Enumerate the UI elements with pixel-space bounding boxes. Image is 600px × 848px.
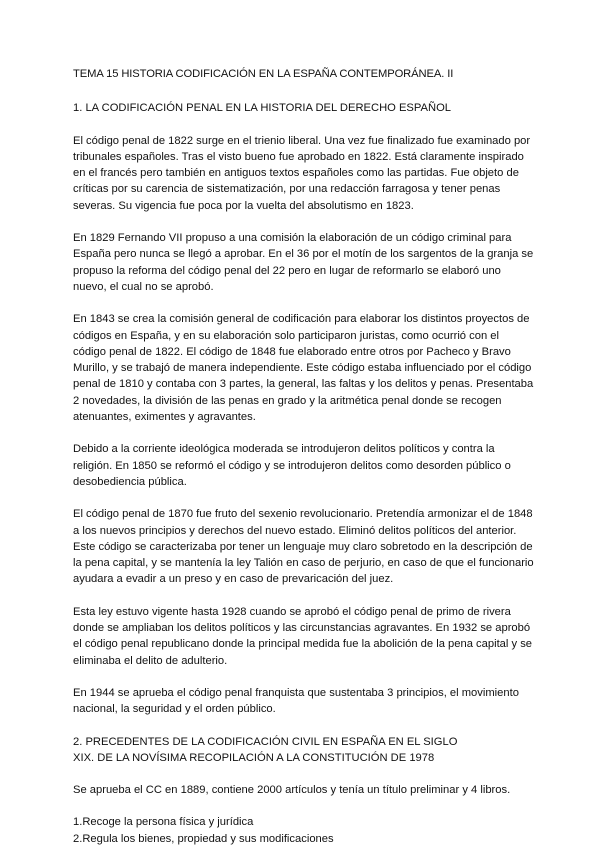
paragraph-3: En 1843 se crea la comisión general de codificación para elaborar los distintos proyectos de códigos en España, y en su elaboración solo participaron juristas, como ocurrió con el código penal de 1822. El código de 1848 fue elaborado entre otros por Pacheco y Bravo Murillo, y se trabajó de manera independiente. Este código estaba influenciado por el código penal de 1810 y contaba con 3 partes, la general, las faltas y los delitos y penas. Presentaba 2 novedades, la división de las penas en grado y la aritmética penal donde se recogen atenuantes, eximentes y agravantes.	[73, 313, 534, 424]
list-item: 1.Recoge la persona física y jurídica	[73, 816, 254, 829]
paragraph-1: El código penal de 1822 surge en el trienio liberal. Una vez fue finalizado fue examinado por tribunales españoles. Tras el visto bueno fue aprobado en 1822. Está claramente inspirado en el francés pero también en antiguos textos españoles como las partidas. Fue objeto de críticas por su carencia de sistematización, por una redacción farragosa y tener penas severas. Su vigencia fue poca por la vuelta del absolutismo en 1823.	[73, 134, 531, 212]
books-list	[73, 814, 535, 847]
document-content	[73, 66, 535, 847]
list-item: 2.Regula los bienes, propiedad y sus modificaciones	[73, 832, 334, 845]
section-2-heading	[73, 734, 535, 767]
paragraph-2: En 1829 Fernando VII propuso a una comisión la elaboración de un código criminal para España pero nunca se llegó a aprobar. En el 36 por el motín de los sargentos de la granja se propuso la reforma del código penal del 22 pero en lugar de reformarlo se elaboró uno nuevo, el cual no se aprobó.	[73, 232, 534, 293]
document-title: TEMA 15 HISTORIA CODIFICACIÓN EN LA ESPAÑA CONTEMPORÁNEA. II	[73, 68, 454, 80]
paragraph-4: Debido a la corriente ideológica moderada se introdujeron delitos políticos y contra la religión. En 1850 se reformó el código y se introdujeron delitos como desorden público o desobediencia pública.	[73, 443, 511, 488]
section-2-heading-line-1: 2. PRECEDENTES DE LA CODIFICACIÓN CIVIL EN ESPAÑA EN EL SIGLO	[73, 735, 458, 748]
section-2-heading-line-2: XIX. DE LA NOVÍSIMA RECOPILACIÓN A LA CONSTITUCIÓN DE 1978	[73, 751, 435, 764]
section-2-intro: Se aprueba el CC en 1889, contiene 2000 artículos y tenía un título preliminar y 4 libros.	[73, 784, 511, 797]
paragraph-6: Esta ley estuvo vigente hasta 1928 cuando se aprobó el código penal de primo de rivera donde se ampliaban los delitos políticos y las circunstancias agravantes. En 1932 se aprobó el código penal republicano donde la principal medida fue la abolición de la pena capital y se eliminaba el delito de adulterio.	[73, 605, 533, 667]
paragraph-7: En 1944 se aprueba el código penal franquista que sustentaba 3 principios, el movimiento nacional, la seguridad y el orden público.	[73, 686, 519, 716]
paragraph-5: El código penal de 1870 fue fruto del sexenio revolucionario. Pretendía armonizar el de 1848 a los nuevos principios y derechos del nuevo estado. Eliminó delitos políticos del anterior. Este código se caracterizaba por tener un lenguaje muy claro sobretodo en la descripción de la pena capital, y se mantenía la ley Talión en caso de perjurio, en caso de que el funcionario ayudara a evadir a un preso y en caso de prevaricación del juez.	[73, 508, 534, 586]
section-1-heading: 1. LA CODIFICACIÓN PENAL EN LA HISTORIA DEL DERECHO ESPAÑOL	[73, 102, 451, 115]
